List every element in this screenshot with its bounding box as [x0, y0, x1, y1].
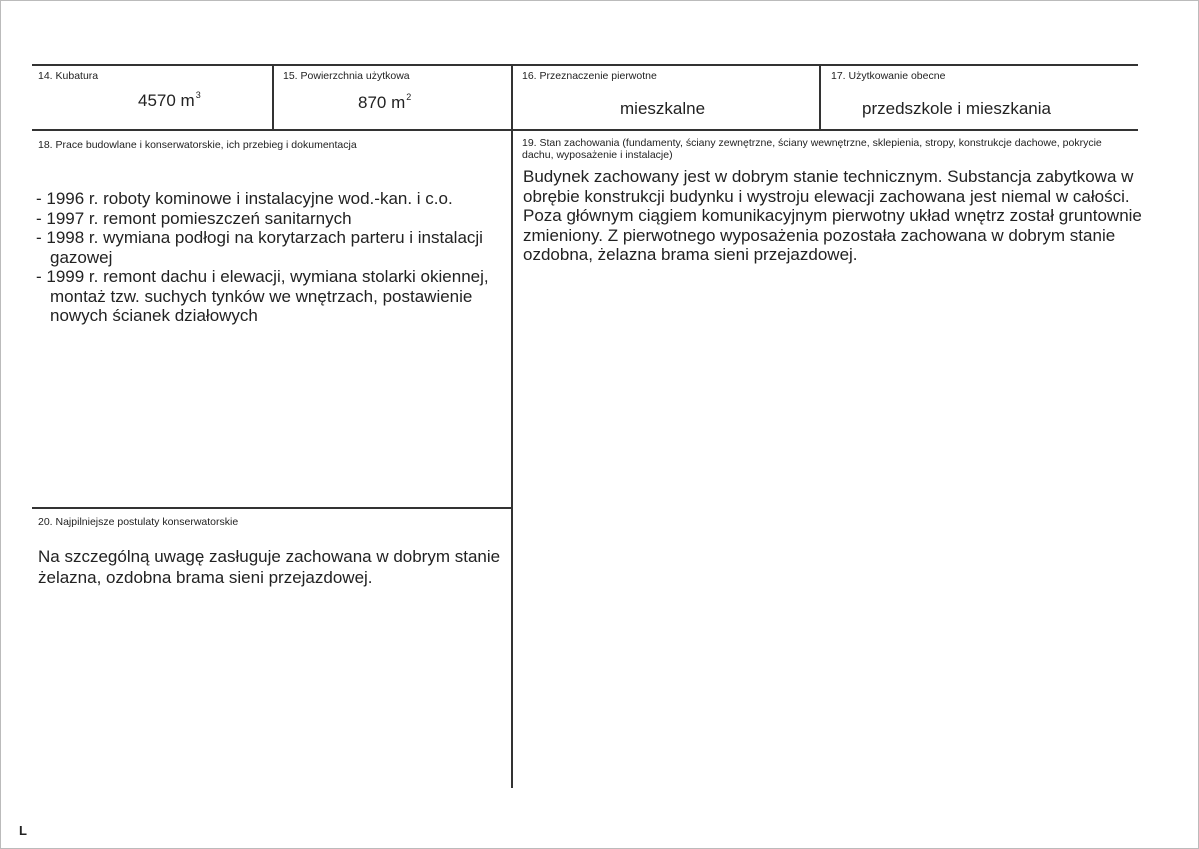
field-18-works-list [36, 189, 498, 326]
divider-16-17 [819, 64, 821, 130]
field-16-value: mieszkalne [620, 99, 706, 118]
field-15-value [358, 92, 411, 113]
field-17-label: 17. Użytkowanie obecne [831, 70, 946, 82]
corner-mark: L [19, 823, 27, 838]
field-14-value [138, 90, 201, 111]
list-item: - 1996 r. roboty kominowe i instalacyjne wod.-kan. i c.o. [36, 189, 453, 208]
field-14-unit-exponent: 3 [195, 90, 201, 100]
field-14-number: 4570 m [138, 91, 195, 110]
field-20-text: Na szczególną uwagę zasługuje zachowana w dobrym stanie żelazna, ozdobna brama sieni przejazdowej. [38, 547, 501, 587]
list-item: - 1999 r. remont dachu i elewacji, wymiana stolarki okiennej, montaż tzw. suchych tynków we wnętrzach, postawienie nowych ścianek działowych [36, 267, 489, 325]
list-item: - 1998 r. wymiana podłogi na korytarzach parteru i instalacji gazowej [36, 228, 483, 267]
list-item: - 1997 r. remont pomieszczeń sanitarnych [36, 208, 352, 228]
field-15-label: 15. Powierzchnia użytkowa [283, 70, 410, 82]
field-15-unit-exponent: 2 [406, 92, 412, 102]
field-14-label: 14. Kubatura [38, 70, 99, 82]
row-rule [32, 129, 1138, 131]
top-rule [32, 64, 1138, 66]
field-19-label: 19. Stan zachowania (fundamenty, ściany zewnętrzne, ściany wewnętrzne, sklepienia, stropy, konstrukcje dachowe, pokrycie dachu, wyposażenie i instalacje) [522, 137, 1102, 161]
field-17-value: przedszkole i mieszkania [862, 99, 1051, 118]
section-20-rule [32, 507, 512, 509]
field-20-label: 20. Najpilniejsze postulaty konserwatorskie [38, 516, 239, 528]
field-19-text: Budynek zachowany jest w dobrym stanie technicznym. Substancja zabytkowa w obrębie konstrukcji budynku i wystroju elewacji zachowana jest niemal w całości. Poza głównym ciągiem komunikacyjnym pierwotny układ wnętrz został gruntownie zmieniony. Z pierwotnego wyposażenia pozostała zachowana w dobrym stanie ozdobna, żelazna brama sieni przejazdowej. [523, 167, 1142, 264]
field-15-number: 870 m [358, 93, 406, 112]
divider-14-15 [272, 64, 274, 130]
field-16-label: 16. Przeznaczenie pierwotne [522, 70, 657, 82]
field-18-label: 18. Prace budowlane i konserwatorskie, ich przebieg i dokumentacja [38, 139, 357, 151]
center-divider [511, 64, 513, 788]
